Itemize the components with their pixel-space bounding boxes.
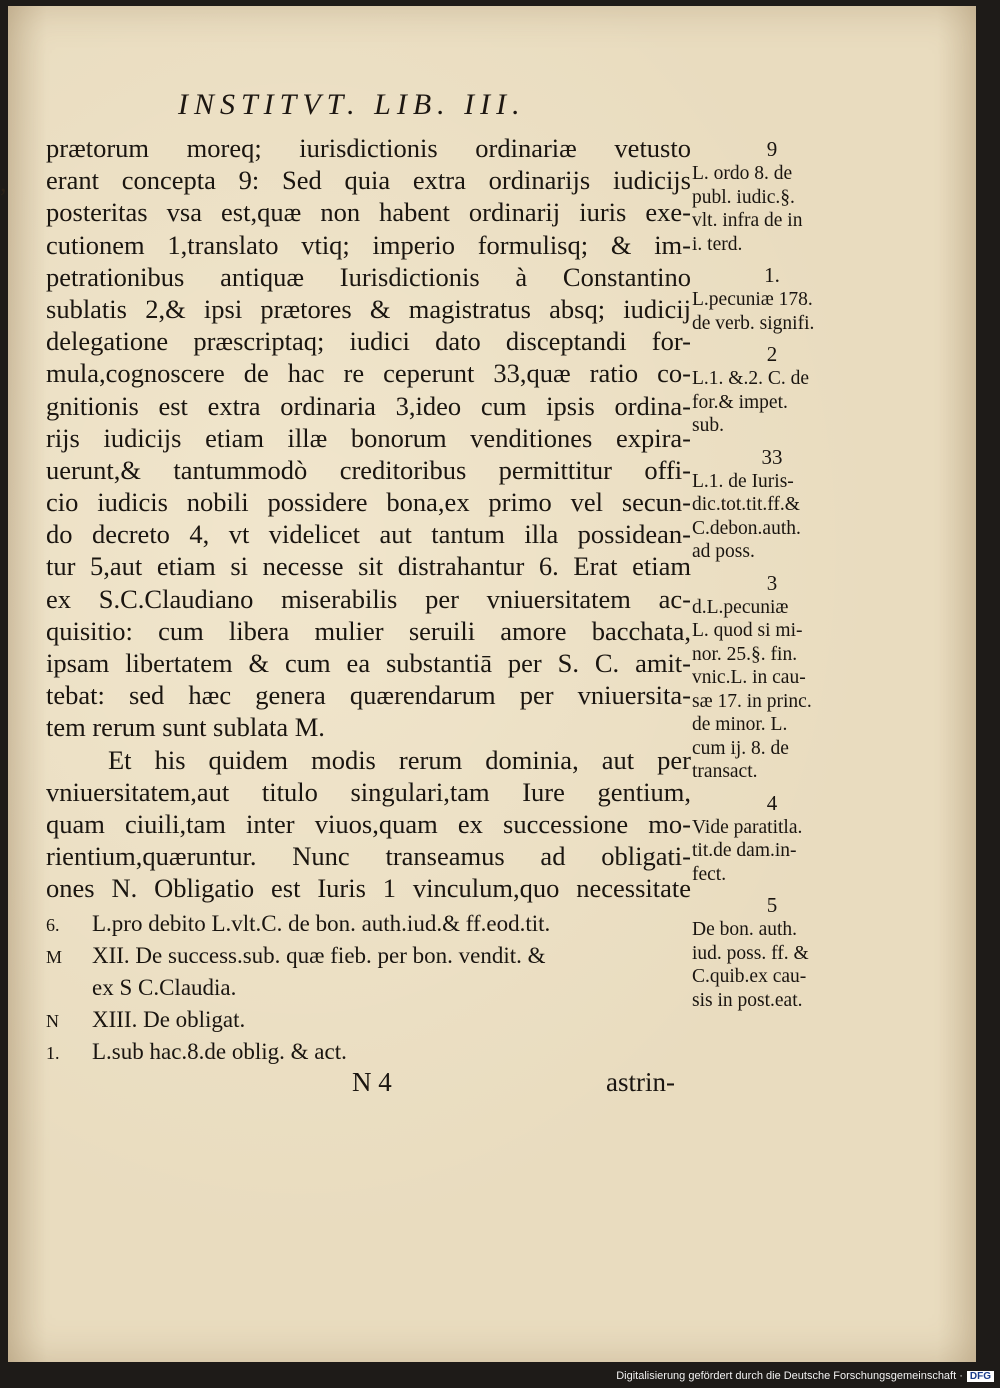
side-note-line: ad poss. xyxy=(692,541,755,562)
text-line: tur 5,aut etiam si necesse sit distrahantur 6. Erat etiam xyxy=(46,551,691,582)
text-line: ipsam libertatem & cum ea substantiā per S. C. amit- xyxy=(46,648,691,678)
side-note xyxy=(692,570,862,784)
side-note-line: transact. xyxy=(692,761,758,782)
text-line: rientium,quæruntur. Nunc transeamus ad obligati- xyxy=(46,841,691,872)
edge-mark: , xyxy=(0,168,7,197)
side-note xyxy=(692,262,862,335)
side-note xyxy=(692,444,862,564)
side-note-number: 9 xyxy=(766,137,778,161)
side-note-number: 4 xyxy=(766,790,778,815)
side-note-line: vnic.L. in cau- xyxy=(692,667,806,688)
text-line: sublatis 2,& ipsi prætores & magistratus absq; iudicij xyxy=(46,293,691,324)
footnote xyxy=(46,1036,691,1068)
text-line: uerunt,& tantummodò creditoribus permittitur offi- xyxy=(46,454,691,485)
side-note xyxy=(692,790,862,887)
side-note-line: sis in post.eat. xyxy=(692,989,803,1011)
footnotes xyxy=(46,908,691,1068)
side-note-line: for.& impet. xyxy=(692,391,788,413)
footnote-text: XIII. De obligat. xyxy=(92,1007,246,1032)
side-note-line: L.1. &.2. C. de xyxy=(692,368,809,389)
text-line: gnitionis est extra ordinaria 3,ideo cum ipsis ordina- xyxy=(46,390,691,421)
text-line: do decreto 4, vt videlicet aut tantum illa possidean- xyxy=(46,519,691,550)
text-line: tem rerum sunt sublata M. xyxy=(46,712,325,743)
side-note-line: publ. iudic.§. xyxy=(692,186,795,208)
side-note-number: 3 xyxy=(766,570,778,595)
text-line: erant concepta 9: Sed quia extra ordinarijs iudicijs xyxy=(46,165,691,196)
text-line: cutionem 1,translato vtiq; imperio formulisq; & im- xyxy=(46,229,691,260)
text-line: petrationibus antiquæ Iurisdictionis à Constantino xyxy=(46,261,691,292)
footnote-mark: N xyxy=(46,1011,59,1031)
text-line: rijs iudicijs etiam illæ bonorum venditiones expira- xyxy=(46,422,691,453)
footnote-text: L.sub hac.8.de oblig. & act. xyxy=(92,1039,347,1064)
side-note xyxy=(692,341,862,438)
side-note-line: Vide paratitla. xyxy=(692,816,803,838)
side-note-line: vlt. infra de in xyxy=(692,210,803,231)
side-note-line: L. quod si mi- xyxy=(692,620,803,641)
side-note xyxy=(692,892,862,1012)
footnote-mark: 1. xyxy=(46,1043,60,1063)
side-note-line: C.debon.auth. xyxy=(692,517,801,539)
footnote-text: XII. De success.sub. quæ fieb. per bon. vendit. & xyxy=(92,943,546,968)
side-note-line: cum ij. 8. de xyxy=(692,737,789,759)
side-note-line: sæ 17. in princ. xyxy=(692,690,812,712)
footnote-mark: M xyxy=(46,947,63,967)
footnote-text: L.pro debito L.vlt.C. de bon. auth.iud.& ff.eod.tit. xyxy=(92,911,551,936)
footnote xyxy=(46,908,691,940)
side-note-line: dic.tot.tit.ff.& xyxy=(692,494,800,515)
text-line: ones N. Obligatio est Iuris 1 vinculum,quo necessitate xyxy=(46,873,691,904)
credit-text: Digitalisierung gefördert durch die Deutsche Forschungsgemeinschaft · xyxy=(616,1370,963,1382)
text-line: Et his quidem modis rerum dominia, aut per xyxy=(108,744,691,775)
footnote-mark: 6. xyxy=(46,915,60,935)
text-line: cio iudicis nobili possidere bona,ex primo vel secun- xyxy=(46,487,691,518)
side-note-number: 5 xyxy=(766,893,778,917)
footnote xyxy=(46,1004,691,1036)
text-line: mula,cognoscere de hac re ceperunt 33,quæ ratio co- xyxy=(46,358,691,389)
side-note-line: fect. xyxy=(692,863,727,885)
side-note-line: L.1. de Iuris- xyxy=(692,470,794,492)
signature-mark: N 4 xyxy=(352,1067,392,1097)
text-line: vniuersitatem,aut titulo singulari,tam Iure gentium, xyxy=(46,776,691,807)
side-note-line: C.quib.ex cau- xyxy=(692,966,807,987)
digitization-credit xyxy=(616,1370,994,1382)
footnote xyxy=(46,940,691,972)
text-line: posteritas vsa est,quæ non habent ordinarij iuris exe- xyxy=(46,197,691,228)
footnote-text: ex S C.Claudia. xyxy=(92,975,237,1000)
side-note-number: 1. xyxy=(764,263,780,287)
text-line: ex S.C.Claudiano miserabilis per vniuersitatem ac- xyxy=(46,583,691,614)
side-note-line: tit.de dam.in- xyxy=(692,840,797,861)
text-line: delegatione præscriptaq; iudici dato disceptandi for- xyxy=(46,326,691,357)
text-line: quisitio: cum libera mulier seruili amore bacchata, xyxy=(46,615,691,646)
running-title: INSTITVT. LIB. III. xyxy=(178,88,526,121)
side-note xyxy=(692,136,862,256)
side-note-line: nor. 25.§. fin. xyxy=(692,643,798,665)
side-note-line: iud. poss. ff. & xyxy=(692,942,809,964)
text-line: tebat: sed hæc genera quærendarum per vniuersita- xyxy=(46,680,691,711)
side-note-line: i. terd. xyxy=(692,233,743,255)
side-note-line: de minor. L. xyxy=(692,714,788,735)
side-note-line: L. ordo 8. de xyxy=(692,163,793,184)
text-line: prætorum moreq; iurisdictionis ordinariæ vetusto xyxy=(46,133,691,163)
side-note-number: 2 xyxy=(766,342,778,366)
catchword: astrin- xyxy=(606,1067,675,1097)
side-note-line: d.L.pecuniæ xyxy=(692,596,789,618)
text-line: quam ciuili,tam inter viuos,quam ex successione mo- xyxy=(46,808,691,839)
side-note-line: L.pecuniæ 178. xyxy=(692,289,813,310)
book-page xyxy=(8,6,976,1362)
side-note-line: sub. xyxy=(692,415,724,436)
footnote xyxy=(46,972,691,1004)
side-note-line: De bon. auth. xyxy=(692,919,798,940)
side-notes xyxy=(692,136,862,1018)
dfg-logo: DFG xyxy=(967,1371,994,1382)
main-text xyxy=(46,132,691,905)
side-note-line: de verb. signifi. xyxy=(692,312,815,334)
side-note-number: 33 xyxy=(761,444,783,469)
